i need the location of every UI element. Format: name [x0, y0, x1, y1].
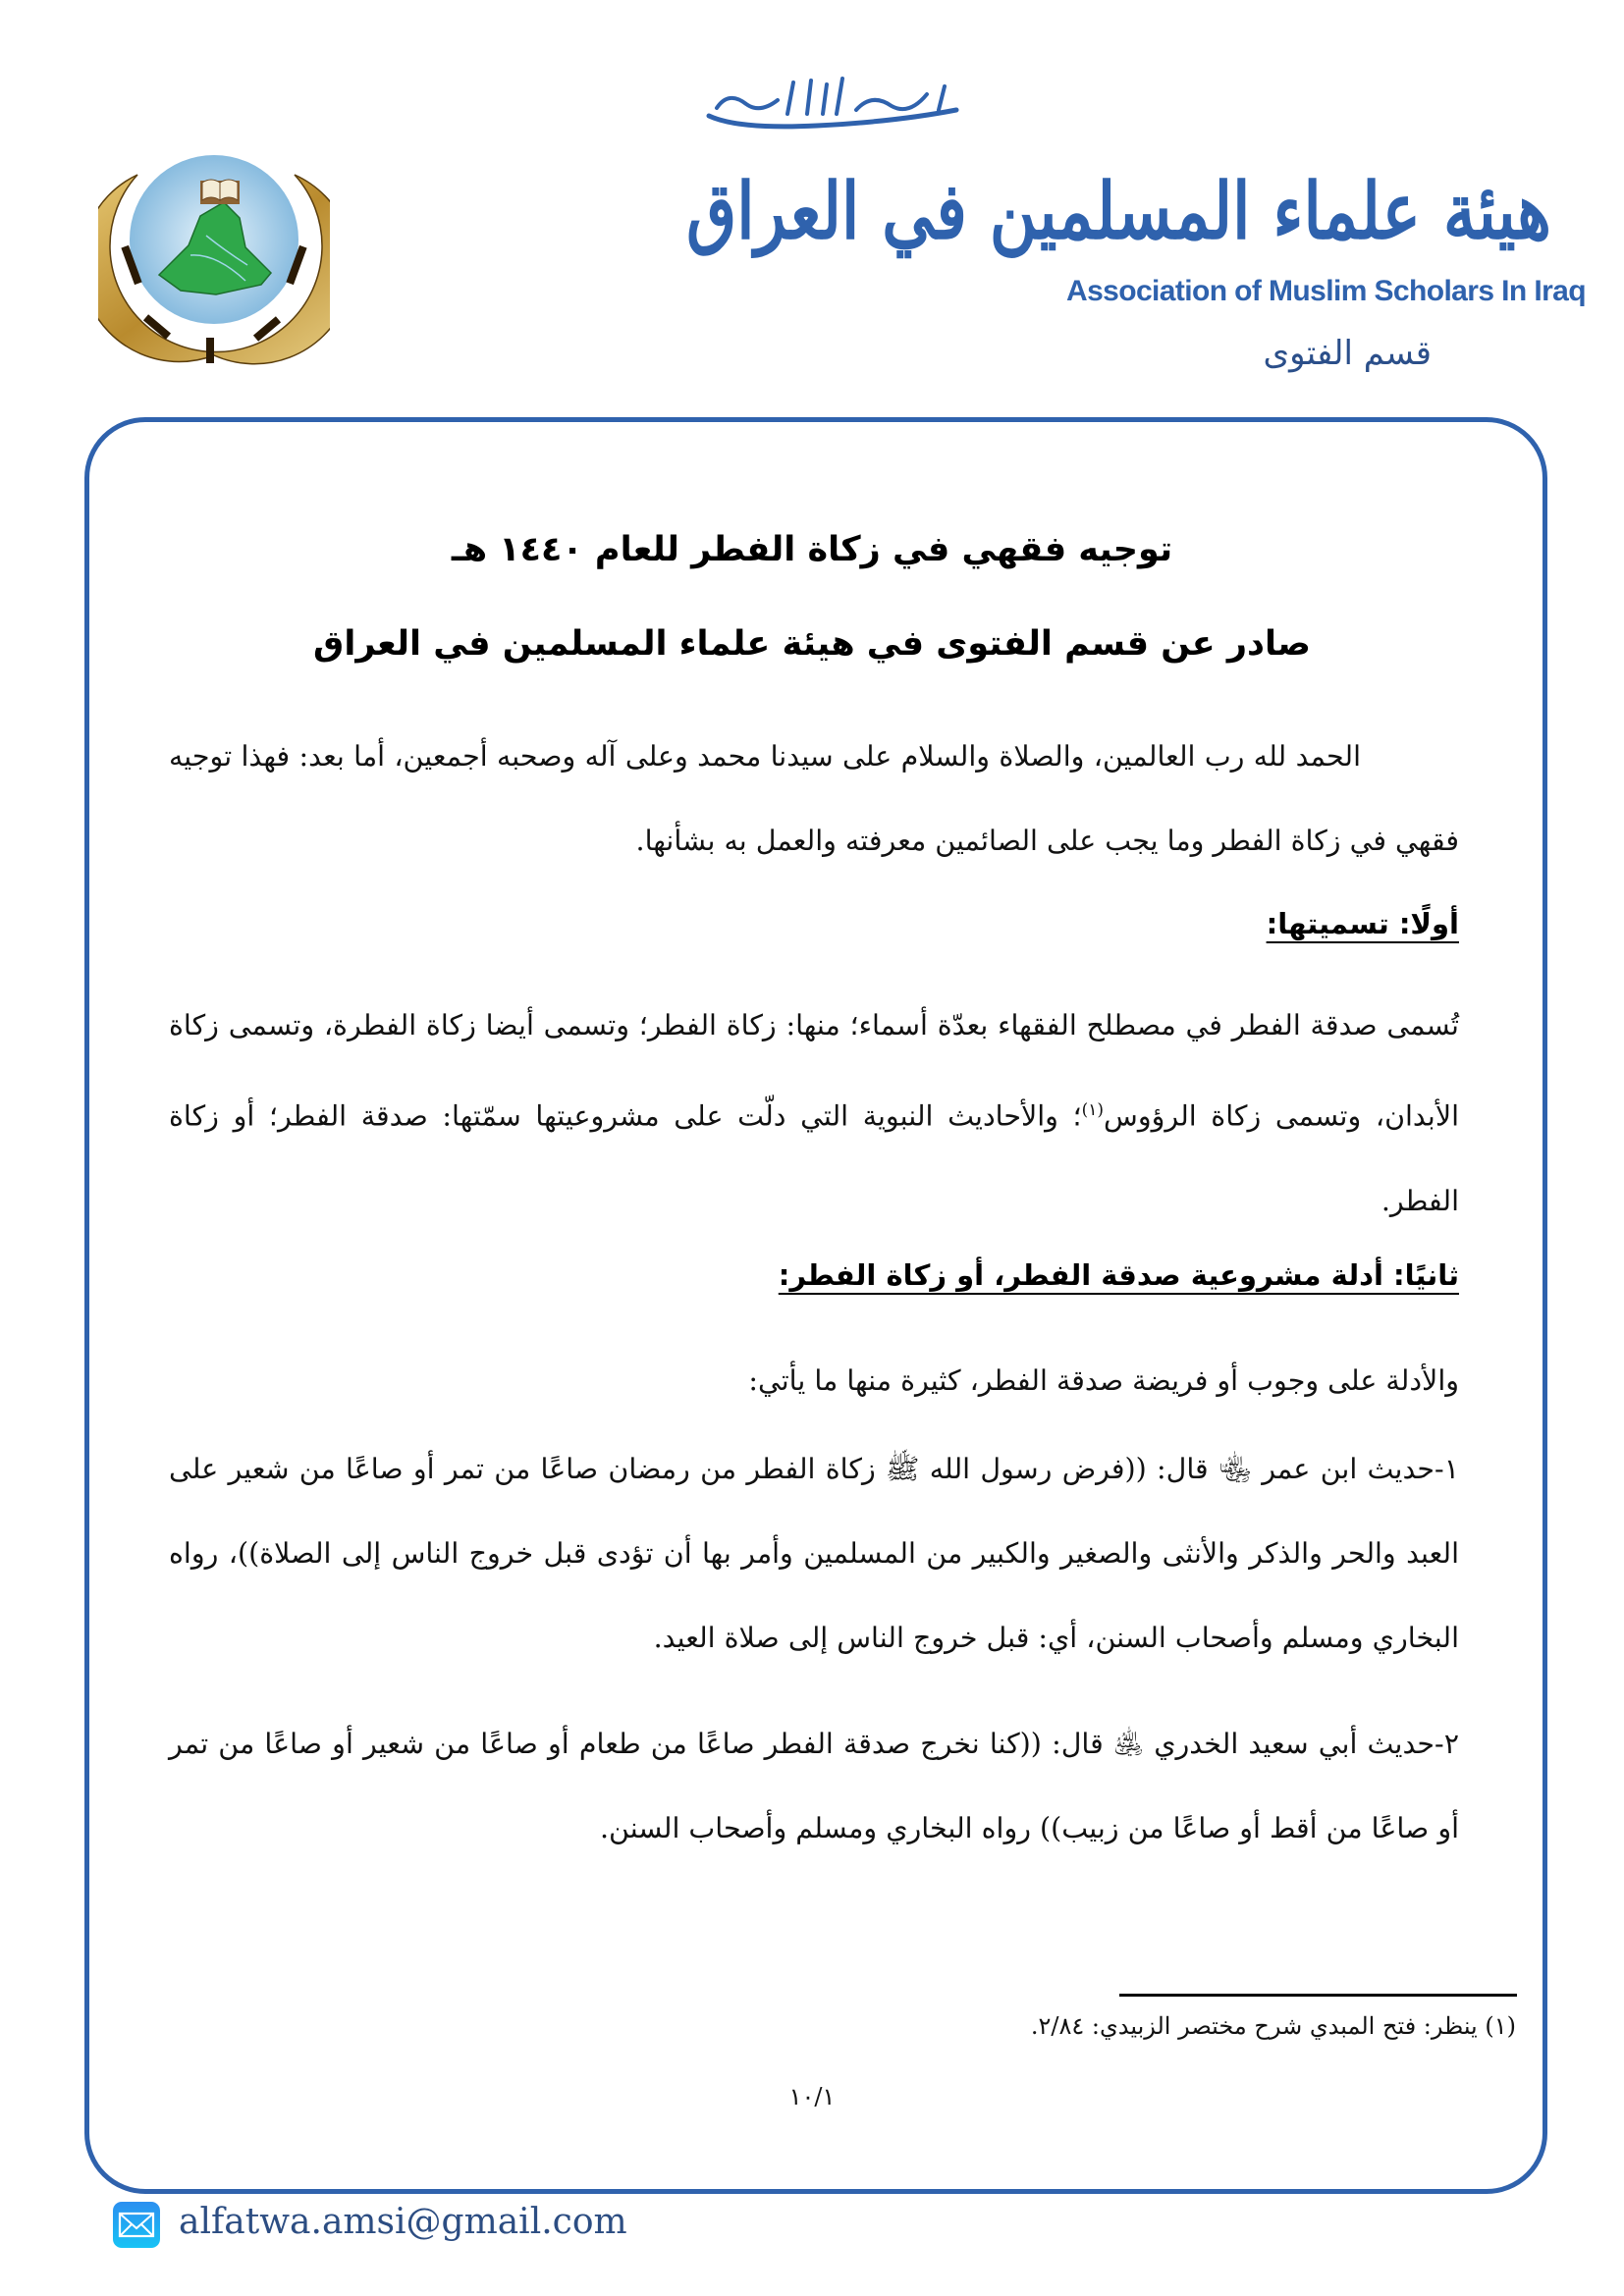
envelope-icon: [113, 2202, 160, 2248]
basmala-calligraphy: [699, 71, 966, 135]
association-seal-icon: [98, 137, 330, 373]
contact-email-link[interactable]: alfatwa.amsi@gmail.com: [179, 2202, 627, 2242]
evidence-intro-paragraph: والأدلة على وجوب أو فريضة صدقة الفطر، كثيرة منها ما يأتي:: [748, 1364, 1459, 1397]
intro-paragraph: [169, 715, 1459, 883]
intro-text: الحمد لله رب العالمين، والصلاة والسلام على سيدنا محمد وعلى آله وصحبه أجمعين، أما بعد: فهذا توجيه فقهي في زكاة الفطر وما يجب على الصائمين معرفته والعمل به بشأنها.: [169, 740, 1459, 857]
hadith-2-paragraph: ٢-حديث أبي سعيد الخدري ﵁ قال: ((كنا نخرج صدقة الفطر صاعًا من طعام أو صاعًا من شعير أو صاعًا من تمر أو صاعًا من أقط أو صاعًا من زبيب)) رواه البخاري ومسلم وأصحاب السنن.: [169, 1728, 1459, 1844]
org-name-arabic: هيئة علماء المسلمين في العراق: [686, 165, 1551, 257]
footnote-reference[interactable]: (١): [1081, 1100, 1105, 1120]
naming-text-part1: تُسمى صدقة الفطر في مصطلح الفقهاء بعدّة أسماء؛ منها: زكاة الفطر؛ وتسمى أيضا زكاة الفطرة، وتسمى زكاة الأبدان، وتسمى زكاة الرؤوس: [169, 1009, 1459, 1133]
organization-logo: [686, 157, 1586, 383]
naming-text-part2: ؛ والأحاديث النبوية التي دلّت على مشروعيتها سمّتها: صدقة الفطر؛ أو زكاة الفطر.: [169, 1099, 1459, 1217]
section-heading-evidence: ثانيًا: أدلة مشروعية صدقة الفطر، أو زكاة الفطر:: [778, 1258, 1459, 1292]
footnote-separator: [1119, 1994, 1517, 1997]
document-subtitle: صادر عن قسم الفتوى في هيئة علماء المسلمين في العراق: [313, 624, 1311, 664]
footnote-text: (١) ينظر: فتح المبدي شرح مختصر الزبيدي: ٢/٨٤.: [1030, 2012, 1516, 2040]
department-name: قسم الفتوى: [1263, 334, 1432, 373]
document-title: توجيه فقهي في زكاة الفطر للعام ١٤٤٠ هـ: [451, 530, 1173, 569]
page-border-frame: [84, 417, 1547, 2194]
hadith-1-paragraph: ١-حديث ابن عمر ﵄ قال: ((فرض رسول الله ﷺ زكاة الفطر من رمضان صاعًا من تمر أو صاعًا من شعير على العبد والحر والذكر والأنثى والصغير والكبير من المسلمين وأمر بها أن تؤدى قبل خروج الناس إلى الصلاة))، رواه البخاري ومسلم وأصحاب السنن، أي: قبل خروج الناس إلى صلاة العيد.: [169, 1453, 1459, 1654]
naming-paragraph: [169, 984, 1459, 1244]
page-number: ١٠/١: [788, 2083, 836, 2110]
section-heading-naming: أولًا: تسميتها:: [1266, 907, 1459, 940]
org-name-english: Association of Muslim Scholars In Iraq: [1066, 275, 1586, 307]
